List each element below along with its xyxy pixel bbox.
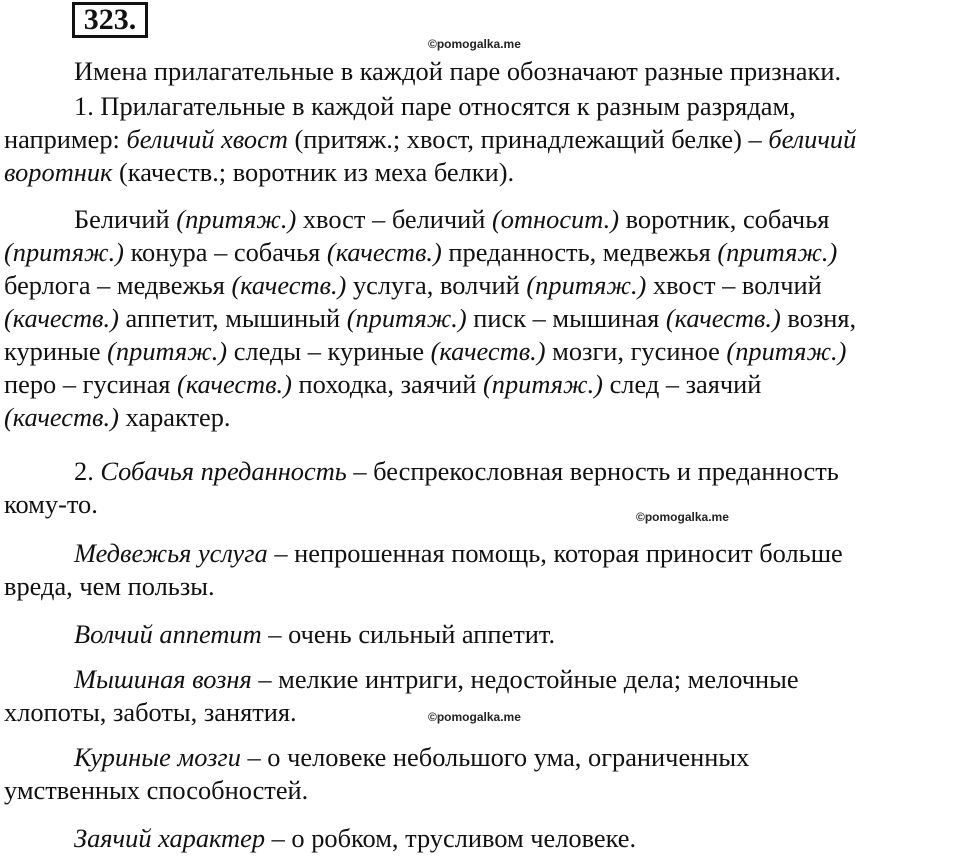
idiom-medvezhya-usluga: Медвежья услуга – непрошенная помощь, которая приносит больше вреда, чем пользы. (4, 538, 843, 601)
idiom-zayachiy-kharakter: Заячий характер – о робком, трусливом человеке. (74, 823, 637, 853)
idiom-volchiy-appetit: Волчий аппетит – очень сильный аппетит. (74, 619, 556, 649)
exercise-number: 323. (72, 2, 148, 38)
watermark: ©pomogalka.me (428, 710, 521, 724)
intro-paragraph: Имена прилагательные в каждой паре обозначают разные признаки. (74, 56, 842, 86)
idiom-myshinaya-voznya: Мышиная возня – мелкие интриги, недостойные дела; мелочные хлопоты, заботы, занятия. (4, 664, 799, 727)
point-2-paragraph: 2. Собачья преданность – беспрекословная верность и преданность кому-то. (4, 456, 839, 519)
watermark: ©pomogalka.me (636, 510, 729, 524)
watermark: ©pomogalka.me (428, 37, 521, 51)
adjective-pairs-paragraph: Беличий (притяж.) хвост – беличий (относит.) воротник, собачья (притяж.) конура – собачья (качеств.) преданность, медвежья (притяж.) берлога – медвежья (качеств.) услуга, волчий (притяж.) хвост – волчий (качеств.) аппетит, мышиный (притяж.) писк – мышиная (качеств.) возня, куриные (притяж.) следы – куриные (качеств.) мозги, гусиное (притяж.) перо – гусиная (качеств.) походка, заячий (притяж.) след – заячий (качеств.) характер. (4, 204, 857, 432)
idiom-kurinye-mozgi: Куриные мозги – о человеке небольшого ума, ограниченных умственных способностей. (4, 742, 750, 805)
point-1-paragraph: 1. Прилагательные в каждой паре относятся к разным разрядам, например: беличий хвост (притяж.; хвост, принадлежащий белке) – беличий воротник (качеств.; воротник из меха белки). (4, 91, 857, 187)
